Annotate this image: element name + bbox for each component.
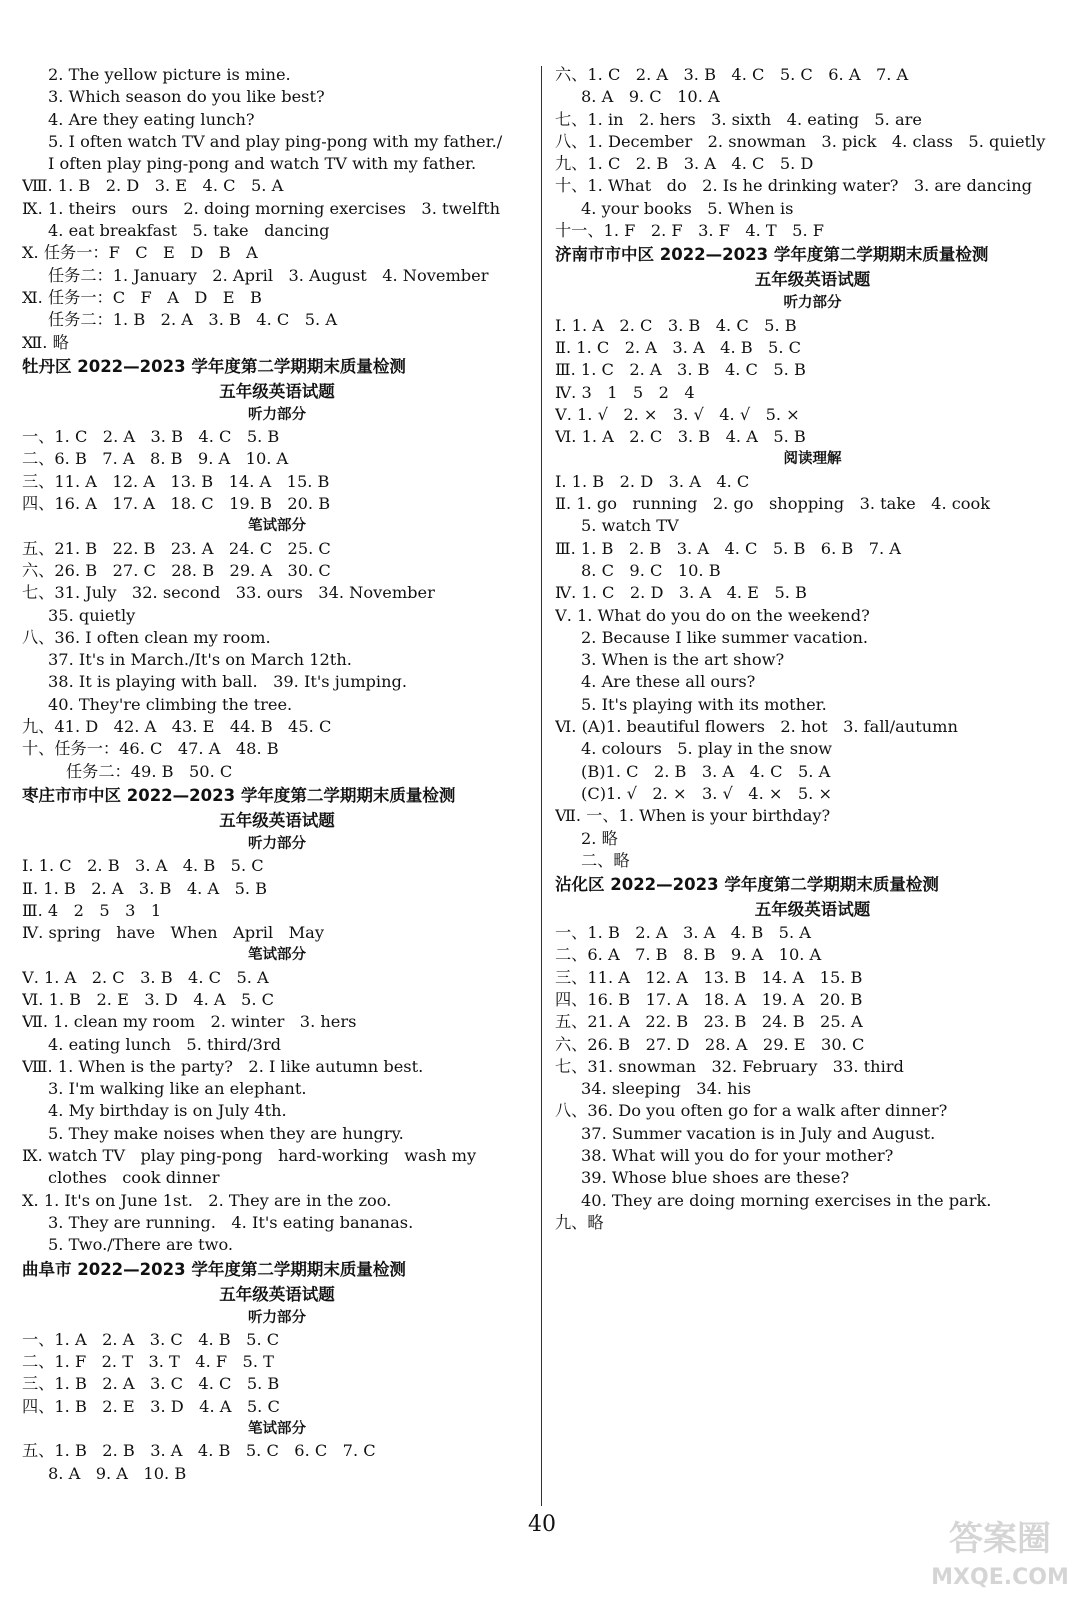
answer-line: 40. They're climbing the tree. — [48, 694, 293, 714]
answer-line: 5. They make noises when they are hungry. — [48, 1123, 404, 1143]
answer-line: Ⅵ. 1. B 2. E 3. D 4. A 5. C — [22, 989, 275, 1009]
answer-line: Ⅰ. 1. B 2. D 3. A 4. C — [555, 471, 750, 491]
answer-line: Ⅴ. 1. A 2. C 3. B 4. C 5. A — [22, 967, 269, 987]
answer-line: 8. C 9. C 10. B — [581, 560, 721, 580]
answer-line: Ⅶ. 一、1. When is your birthday? — [555, 806, 831, 826]
answer-line: 三、1. B 2. A 3. C 4. C 5. B — [22, 1374, 280, 1394]
answer-line: 四、1. B 2. E 3. D 4. A 5. C — [22, 1396, 280, 1416]
answer-line: 3. When is the art show? — [581, 650, 785, 670]
answer-line: Ⅻ. 略 — [22, 332, 69, 352]
answer-line: Ⅱ. 1. go running 2. go shopping 3. take 4. cook — [555, 494, 991, 514]
answer-line: 4. eating lunch 5. third/3rd — [48, 1034, 282, 1054]
answer-line: 九、1. C 2. B 3. A 4. C 5. D — [555, 154, 814, 174]
answer-line: 任务二：1. B 2. A 3. B 4. C 5. A — [48, 310, 338, 330]
answer-line: 一、1. A 2. A 3. C 4. B 5. C — [22, 1329, 280, 1349]
answer-line: 5. I often watch TV and play ping-pong with my father./ — [48, 131, 503, 151]
watermark-domain: MXQE.COM — [931, 1565, 1069, 1590]
answer-line: 39. Whose blue shoes are these? — [581, 1168, 850, 1188]
answer-line: 十一、1. F 2. F 3. F 4. T 5. F — [555, 221, 824, 241]
answer-line: 二、6. A 7. B 8. B 9. A 10. A — [555, 945, 822, 965]
exam-subtitle: 五年级英语试题 — [754, 900, 871, 920]
column-divider — [541, 66, 542, 1506]
answer-line: Ⅶ. 1. clean my room 2. winter 3. hers — [22, 1012, 357, 1032]
answer-line: 五、1. B 2. B 3. A 4. B 5. C 6. C 7. C — [22, 1441, 376, 1461]
answer-line: 5. watch TV — [581, 516, 679, 536]
answer-line: 三、11. A 12. A 13. B 14. A 15. B — [555, 967, 863, 987]
answer-line: Ⅲ. 1. C 2. A 3. B 4. C 5. B — [555, 360, 806, 380]
exam-subtitle: 五年级英语试题 — [754, 270, 871, 290]
answer-line: 38. It is playing with ball. 39. It's jumping. — [48, 672, 408, 692]
answer-line: 3. Which season do you like best? — [48, 87, 325, 107]
section-heading: 听力部分 — [248, 1309, 306, 1326]
answer-line: 2. The yellow picture is mine. — [48, 65, 291, 84]
answer-line: Ⅱ. 1. B 2. A 3. B 4. A 5. B — [22, 878, 268, 898]
section-heading: 阅读理解 — [783, 451, 842, 468]
answer-line: 八、36. Do you often go for a walk after dinner? — [555, 1101, 948, 1121]
answer-line: 38. What will you do for your mother? — [581, 1146, 894, 1166]
answer-line: 35. quietly — [48, 605, 136, 625]
answer-line: 4. My birthday is on July 4th. — [48, 1101, 287, 1121]
answer-line: 4. your books 5. When is — [581, 198, 794, 218]
answer-line: 4. eat breakfast 5. take dancing — [48, 221, 330, 241]
answer-line: 2. Because I like summer vacation. — [581, 627, 869, 647]
answer-line: 七、1. in 2. hers 3. sixth 4. eating 5. are — [555, 109, 922, 129]
answer-line: 37. Summer vacation is in July and August. — [581, 1123, 936, 1143]
answer-line: 四、16. B 17. A 18. A 19. A 20. B — [555, 989, 863, 1009]
answer-line: 五、21. A 22. B 23. B 24. B 25. A — [555, 1012, 863, 1032]
answer-line: 5. Two./There are two. — [48, 1235, 234, 1255]
page-number: 40 — [528, 1512, 556, 1537]
answer-line: 二、6. B 7. A 8. B 9. A 10. A — [22, 449, 289, 469]
answer-line: Ⅳ. 3 1 5 2 4 — [555, 382, 695, 402]
answer-line: Ⅰ. 1. C 2. B 3. A 4. B 5. C — [22, 856, 264, 876]
exam-subtitle: 五年级英语试题 — [219, 381, 335, 401]
exam-title: 牡丹区 2022—2023 学年度第二学期期末质量检测 — [22, 356, 406, 376]
answer-line: Ⅷ. 1. When is the party? 2. I like autumn best. — [22, 1056, 424, 1076]
answer-line: Ⅵ. 1. A 2. C 3. B 4. A 5. B — [555, 427, 806, 447]
answer-line: Ⅱ. 1. C 2. A 3. A 4. B 5. C — [555, 337, 802, 357]
answer-line: 三、11. A 12. A 13. B 14. A 15. B — [22, 471, 330, 491]
answer-line: (C)1. √ 2. × 3. √ 4. × 5. × — [581, 783, 833, 803]
answer-line: 8. A 9. C 10. A — [581, 87, 720, 107]
answer-line: 34. sleeping 34. his — [581, 1079, 752, 1099]
answer-line: Ⅳ. spring have When April May — [22, 923, 324, 943]
exam-subtitle: 五年级英语试题 — [219, 810, 335, 830]
answer-line: 二、略 — [581, 850, 630, 870]
exam-title: 枣庄市市中区 2022—2023 学年度第二学期期末质量检测 — [22, 785, 456, 805]
right-column — [555, 64, 1070, 1234]
answer-line: 六、26. B 27. D 28. A 29. E 30. C — [555, 1034, 865, 1054]
answer-line: Ⅸ. 1. theirs ours 2. doing morning exercises 3. twelfth — [22, 198, 501, 218]
answer-line: 3. I'm walking like an elephant. — [48, 1079, 307, 1099]
answer-line: 一、1. B 2. A 3. A 4. B 5. A — [555, 923, 811, 943]
exam-title: 曲阜市 2022—2023 学年度第二学期期末质量检测 — [22, 1259, 406, 1279]
answer-line: Ⅺ. 任务一：C F A D E B — [22, 287, 262, 307]
answer-line: 8. A 9. A 10. B — [48, 1463, 187, 1483]
answer-line: 十、任务一：46. C 47. A 48. B — [22, 739, 279, 759]
answer-line: Ⅲ. 1. B 2. B 3. A 4. C 5. B 6. B 7. A — [555, 538, 901, 558]
answer-line: Ⅹ. 1. It's on June 1st. 2. They are in the zoo. — [22, 1190, 392, 1210]
answer-line: Ⅴ. 1. √ 2. × 3. √ 4. √ 5. × — [555, 404, 800, 424]
answer-line: 九、41. D 42. A 43. E 44. B 45. C — [22, 717, 332, 737]
section-heading: 听力部分 — [248, 406, 306, 423]
answer-line: I often play ping-pong and watch TV with my father. — [48, 154, 477, 174]
section-heading: 笔试部分 — [248, 518, 306, 535]
answer-line: 二、1. F 2. T 3. T 4. F 5. T — [22, 1352, 274, 1372]
answer-line: 八、36. I often clean my room. — [22, 627, 271, 647]
answer-line: Ⅸ. watch TV play ping-pong hard-working wash my — [22, 1146, 477, 1166]
answer-line: 六、26. B 27. C 28. B 29. A 30. C — [22, 560, 331, 580]
answer-line: (B)1. C 2. B 3. A 4. C 5. A — [581, 761, 831, 781]
answer-line: Ⅹ. 任务一：F C E D B A — [22, 243, 258, 263]
exam-title: 沾化区 2022—2023 学年度第二学期期末质量检测 — [555, 875, 939, 895]
answer-line: 六、1. C 2. A 3. B 4. C 5. C 6. A 7. A — [555, 65, 909, 84]
answer-line: 任务二：1. January 2. April 3. August 4. November — [48, 265, 489, 285]
answer-line: Ⅲ. 4 2 5 3 1 — [22, 900, 162, 920]
answer-line: 九、略 — [555, 1212, 604, 1232]
left-column — [22, 64, 532, 1485]
answer-line: 37. It's in March./It's on March 12th. — [48, 650, 352, 670]
section-heading: 听力部分 — [248, 835, 306, 852]
answer-line: 八、1. December 2. snowman 3. pick 4. class 5. quietly — [555, 131, 1046, 151]
answer-line: 3. They are running. 4. It's eating bananas. — [48, 1212, 414, 1232]
watermark-text: 答案圈 — [949, 1519, 1051, 1559]
answer-line: 十、1. What do 2. Is he drinking water? 3. are dancing — [555, 176, 1032, 196]
answer-line: 四、16. A 17. A 18. C 19. B 20. B — [22, 494, 331, 514]
answer-line: 五、21. B 22. B 23. A 24. C 25. C — [22, 538, 331, 558]
answer-line: 5. It's playing with its mother. — [581, 694, 827, 714]
watermark-logo — [930, 1508, 1070, 1592]
answer-line: 七、31. snowman 32. February 33. third — [555, 1056, 904, 1076]
answer-line: 任务二：49. B 50. C — [66, 761, 233, 781]
answer-line: Ⅷ. 1. B 2. D 3. E 4. C 5. A — [22, 176, 284, 196]
answer-line: 4. colours 5. play in the snow — [581, 739, 833, 759]
answer-line: Ⅴ. 1. What do you do on the weekend? — [555, 605, 870, 625]
section-heading: 笔试部分 — [248, 947, 306, 964]
section-heading: 笔试部分 — [248, 1421, 306, 1438]
exam-subtitle: 五年级英语试题 — [219, 1284, 335, 1304]
answer-line: Ⅵ. (A)1. beautiful flowers 2. hot 3. fall/autumn — [555, 717, 958, 737]
exam-title: 济南市市中区 2022—2023 学年度第二学期期末质量检测 — [555, 245, 989, 265]
answer-line: 40. They are doing morning exercises in the park. — [581, 1190, 992, 1210]
answer-line: 七、31. July 32. second 33. ours 34. November — [22, 583, 435, 603]
section-heading: 听力部分 — [783, 295, 842, 312]
answer-line: 4. Are they eating lunch? — [48, 109, 255, 129]
answer-line: clothes cook dinner — [48, 1168, 220, 1188]
answer-line: 2. 略 — [581, 828, 618, 848]
answer-line: 一、1. C 2. A 3. B 4. C 5. B — [22, 427, 280, 447]
answer-line: 4. Are these all ours? — [581, 672, 756, 692]
answer-line: Ⅰ. 1. A 2. C 3. B 4. C 5. B — [555, 315, 797, 335]
answer-line: Ⅳ. 1. C 2. D 3. A 4. E 5. B — [555, 583, 807, 603]
